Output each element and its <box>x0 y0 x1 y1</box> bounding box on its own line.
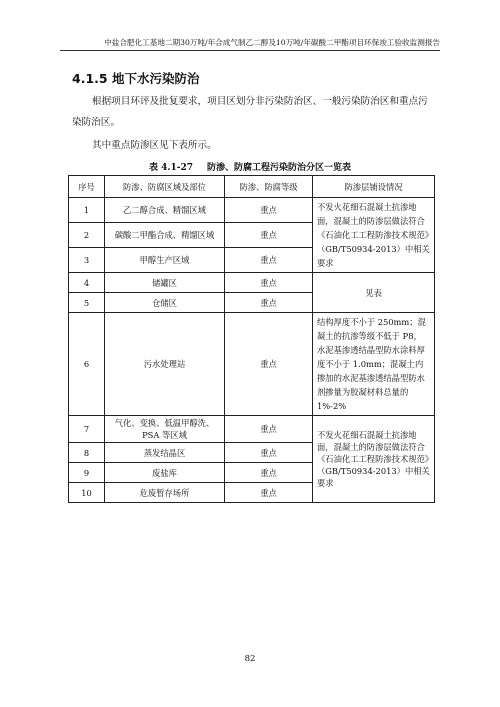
cell-no: 5 <box>69 293 105 313</box>
header-area: 防渗、防腐区域及部位 <box>105 176 225 198</box>
table-row <box>69 416 435 443</box>
cell-no: 10 <box>69 483 105 503</box>
cell-area: 甲醇生产区域 <box>105 248 225 273</box>
paragraph-zoning: 根据项目环评及批复要求，项目区划分非污染防治区、一般污染防治区和重点污染防治区。 <box>72 96 428 128</box>
cell-area: 仓储区 <box>105 293 225 313</box>
cell-no: 2 <box>69 223 105 248</box>
cell-no: 8 <box>69 443 105 463</box>
cell-measure-group-1-3: 不发火花细石混凝土抗渗地面，混凝土的防渗层做法符合《石油化工工程防渗技术规范》（GB/T50934-2013）中相关要求 <box>313 198 435 273</box>
table-caption-title: 防渗、防腐工程污染防治分区一览表 <box>207 163 352 173</box>
header-measure: 防渗层铺设情况 <box>313 176 435 198</box>
cell-level: 重点 <box>225 273 313 293</box>
cell-area: 乙二醇合成、精馏区域 <box>105 198 225 223</box>
cell-level: 重点 <box>225 248 313 273</box>
cell-area: 储罐区 <box>105 273 225 293</box>
cell-area: 气化、变换、低温甲醇洗、PSA 等区域 <box>105 416 225 443</box>
cell-area: 污水处理站 <box>105 313 225 416</box>
table-row <box>69 198 435 223</box>
cell-measure-group-7-10: 不发火花细石混凝土抗渗地面，混凝土的防渗层做法符合《石油化工工程防渗技术规范》（GB/T50934-2013）中相关要求 <box>313 416 435 503</box>
cell-area: 蒸发结晶区 <box>105 443 225 463</box>
cell-level: 重点 <box>225 198 313 223</box>
table-caption <box>0 160 500 173</box>
cell-area: 废盐库 <box>105 463 225 483</box>
cell-area: 危废暂存场所 <box>105 483 225 503</box>
cell-measure-row-6: 结构厚度不小于 250mm；混凝土的抗渗等级不低于 P8，水泥基渗透结晶型防水涂料厚度不小于 1.0mm；混凝土内掺加的水泥基渗透结晶型防水剂掺量为胶凝材料总量的 1%-2% <box>313 313 435 416</box>
cell-level: 重点 <box>225 293 313 313</box>
page-header: 中盐合肥化工基地二期30万吨/年合成气制乙二醇及10万吨/年碳酸二甲酯项目环保竣工验收监测报告 <box>60 37 440 51</box>
cell-level: 重点 <box>225 463 313 483</box>
cell-no: 3 <box>69 248 105 273</box>
section-title: 4.1.5 地下水污染防治 <box>72 71 200 86</box>
cell-no: 9 <box>69 463 105 483</box>
cell-level: 重点 <box>225 416 313 443</box>
table-row <box>69 313 435 416</box>
table-row <box>69 273 435 293</box>
header-no: 序号 <box>69 176 105 198</box>
table-caption-number: 表 4.1-27 <box>148 163 194 173</box>
cell-level: 重点 <box>225 443 313 463</box>
cell-level: 重点 <box>225 223 313 248</box>
cell-no: 4 <box>69 273 105 293</box>
seepage-zone-table <box>68 175 435 503</box>
cell-level: 重点 <box>225 483 313 503</box>
table-header-row <box>69 176 435 198</box>
cell-no: 1 <box>69 198 105 223</box>
page-number: 82 <box>244 654 256 664</box>
cell-no: 6 <box>69 313 105 416</box>
cell-measure-group-4-5: 见表 <box>313 273 435 313</box>
paragraph-table-intro: 其中重点防渗区见下表所示。 <box>92 140 217 151</box>
cell-no: 7 <box>69 416 105 443</box>
header-level: 防渗、防腐等级 <box>225 176 313 198</box>
cell-area: 碳酸二甲酯合成、精馏区域 <box>105 223 225 248</box>
cell-level: 重点 <box>225 313 313 416</box>
